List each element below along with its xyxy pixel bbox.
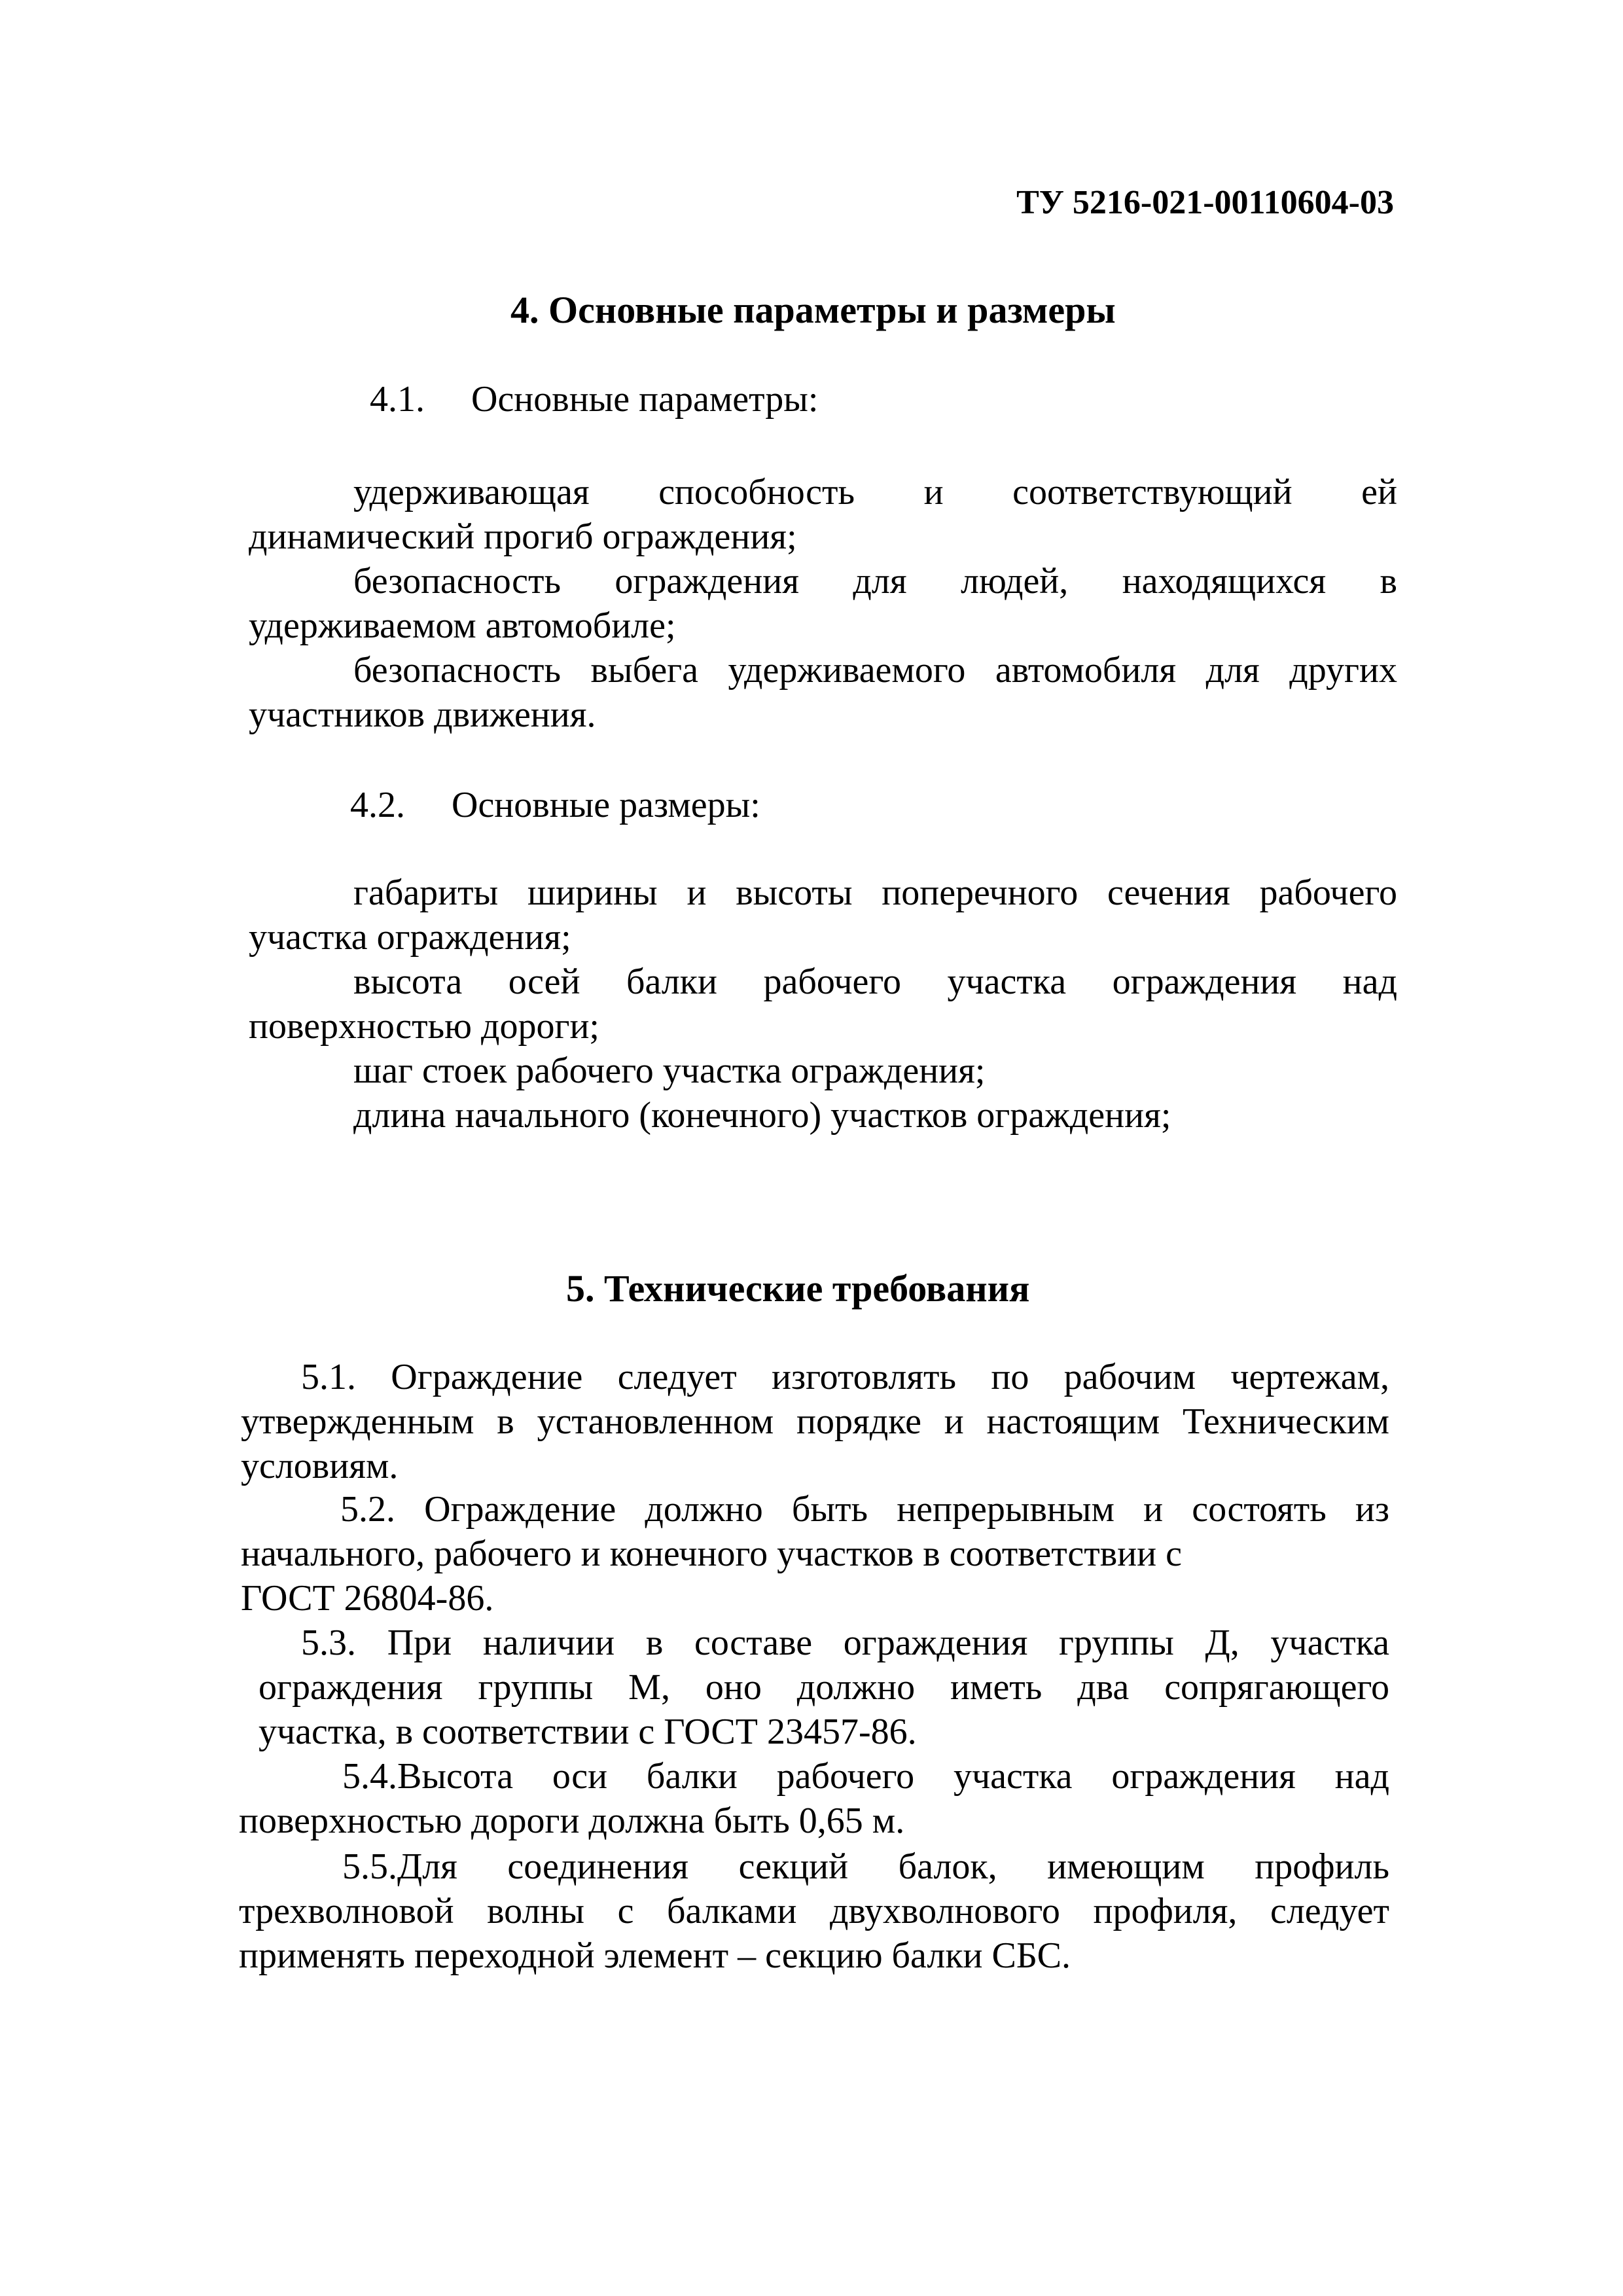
para-5-1-line-2: утвержденным в установленном порядке и настоящим Техническим bbox=[241, 1401, 1389, 1442]
param-item-3-line-1: безопасность выбега удерживаемого автомобиля для других bbox=[353, 650, 1397, 691]
para-5-3-line-3: участка, в соответствии с ГОСТ 23457-86. bbox=[259, 1712, 917, 1752]
subsection-4-2-number: 4.2. bbox=[350, 785, 405, 825]
para-5-3-line-1: 5.3. При наличии в составе ограждения группы Д, участка bbox=[301, 1623, 1389, 1663]
para-5-4 bbox=[239, 1754, 1389, 1843]
size-item-2-line-1: высота осей балки рабочего участка ограждения над bbox=[353, 961, 1397, 1002]
size-item-2-line-2: поверхностью дороги; bbox=[249, 1006, 599, 1047]
param-item-1-line-1: удерживающая способность и соответствующий ей bbox=[353, 472, 1397, 512]
document-code: ТУ 5216-021-00110604-03 bbox=[1016, 184, 1394, 221]
param-item-3-line-2: участников движения. bbox=[249, 694, 596, 735]
param-item-2-line-1: безопасность ограждения для людей, находящихся в bbox=[353, 561, 1397, 601]
size-item-1-line-2: участка ограждения; bbox=[249, 917, 571, 958]
para-5-3 bbox=[259, 1621, 1389, 1754]
subsection-4-2-items bbox=[249, 870, 1397, 1138]
size-item-1-line-1: габариты ширины и высоты поперечного сечения рабочего bbox=[353, 872, 1397, 913]
para-5-2 bbox=[241, 1487, 1389, 1621]
subsection-4-1-number: 4.1. bbox=[370, 379, 425, 420]
subsection-4-1-title bbox=[370, 378, 818, 420]
size-item-4: длина начального (конечного) участков ограждения; bbox=[353, 1095, 1171, 1136]
section-5-heading: 5. Технические требования bbox=[566, 1267, 1030, 1310]
para-5-1 bbox=[241, 1355, 1389, 1488]
para-5-5-line-1: 5.5.Для соединения секций балок, имеющим профиль bbox=[342, 1846, 1389, 1887]
para-5-3-line-2: ограждения группы М, оно должно иметь два сопрягающего bbox=[259, 1667, 1389, 1708]
subsection-4-2-label: Основные размеры: bbox=[452, 785, 760, 825]
subsection-4-1-items bbox=[249, 470, 1397, 737]
para-5-4-line-1: 5.4.Высота оси балки рабочего участка ограждения над bbox=[342, 1756, 1389, 1797]
subsection-4-2-title bbox=[350, 784, 760, 826]
para-5-1-line-3: условиям. bbox=[241, 1446, 399, 1486]
para-5-2-line-1: 5.2. Ограждение должно быть непрерывным и состоять из bbox=[340, 1489, 1389, 1530]
para-5-5 bbox=[239, 1844, 1389, 1978]
subsection-4-1-label: Основные параметры: bbox=[471, 379, 819, 420]
para-5-5-line-3: применять переходной элемент – секцию балки СБС. bbox=[239, 1935, 1071, 1976]
para-5-5-line-2: трехволновой волны с балками двухволнового профиля, следует bbox=[239, 1891, 1389, 1931]
para-5-4-line-2: поверхностью дороги должна быть 0,65 м. bbox=[239, 1801, 905, 1841]
para-5-2-line-2: начального, рабочего и конечного участков в соответствии с bbox=[241, 1534, 1182, 1574]
para-5-1-line-1: 5.1. Ограждение следует изготовлять по рабочим чертежам, bbox=[301, 1357, 1389, 1397]
param-item-1-line-2: динамический прогиб ограждения; bbox=[249, 516, 797, 557]
size-item-3: шаг стоек рабочего участка ограждения; bbox=[353, 1050, 986, 1091]
section-4-heading: 4. Основные параметры и размеры bbox=[510, 289, 1116, 331]
param-item-2-line-2: удерживаемом автомобиле; bbox=[249, 605, 676, 646]
para-5-2-line-3: ГОСТ 26804-86. bbox=[241, 1578, 494, 1619]
